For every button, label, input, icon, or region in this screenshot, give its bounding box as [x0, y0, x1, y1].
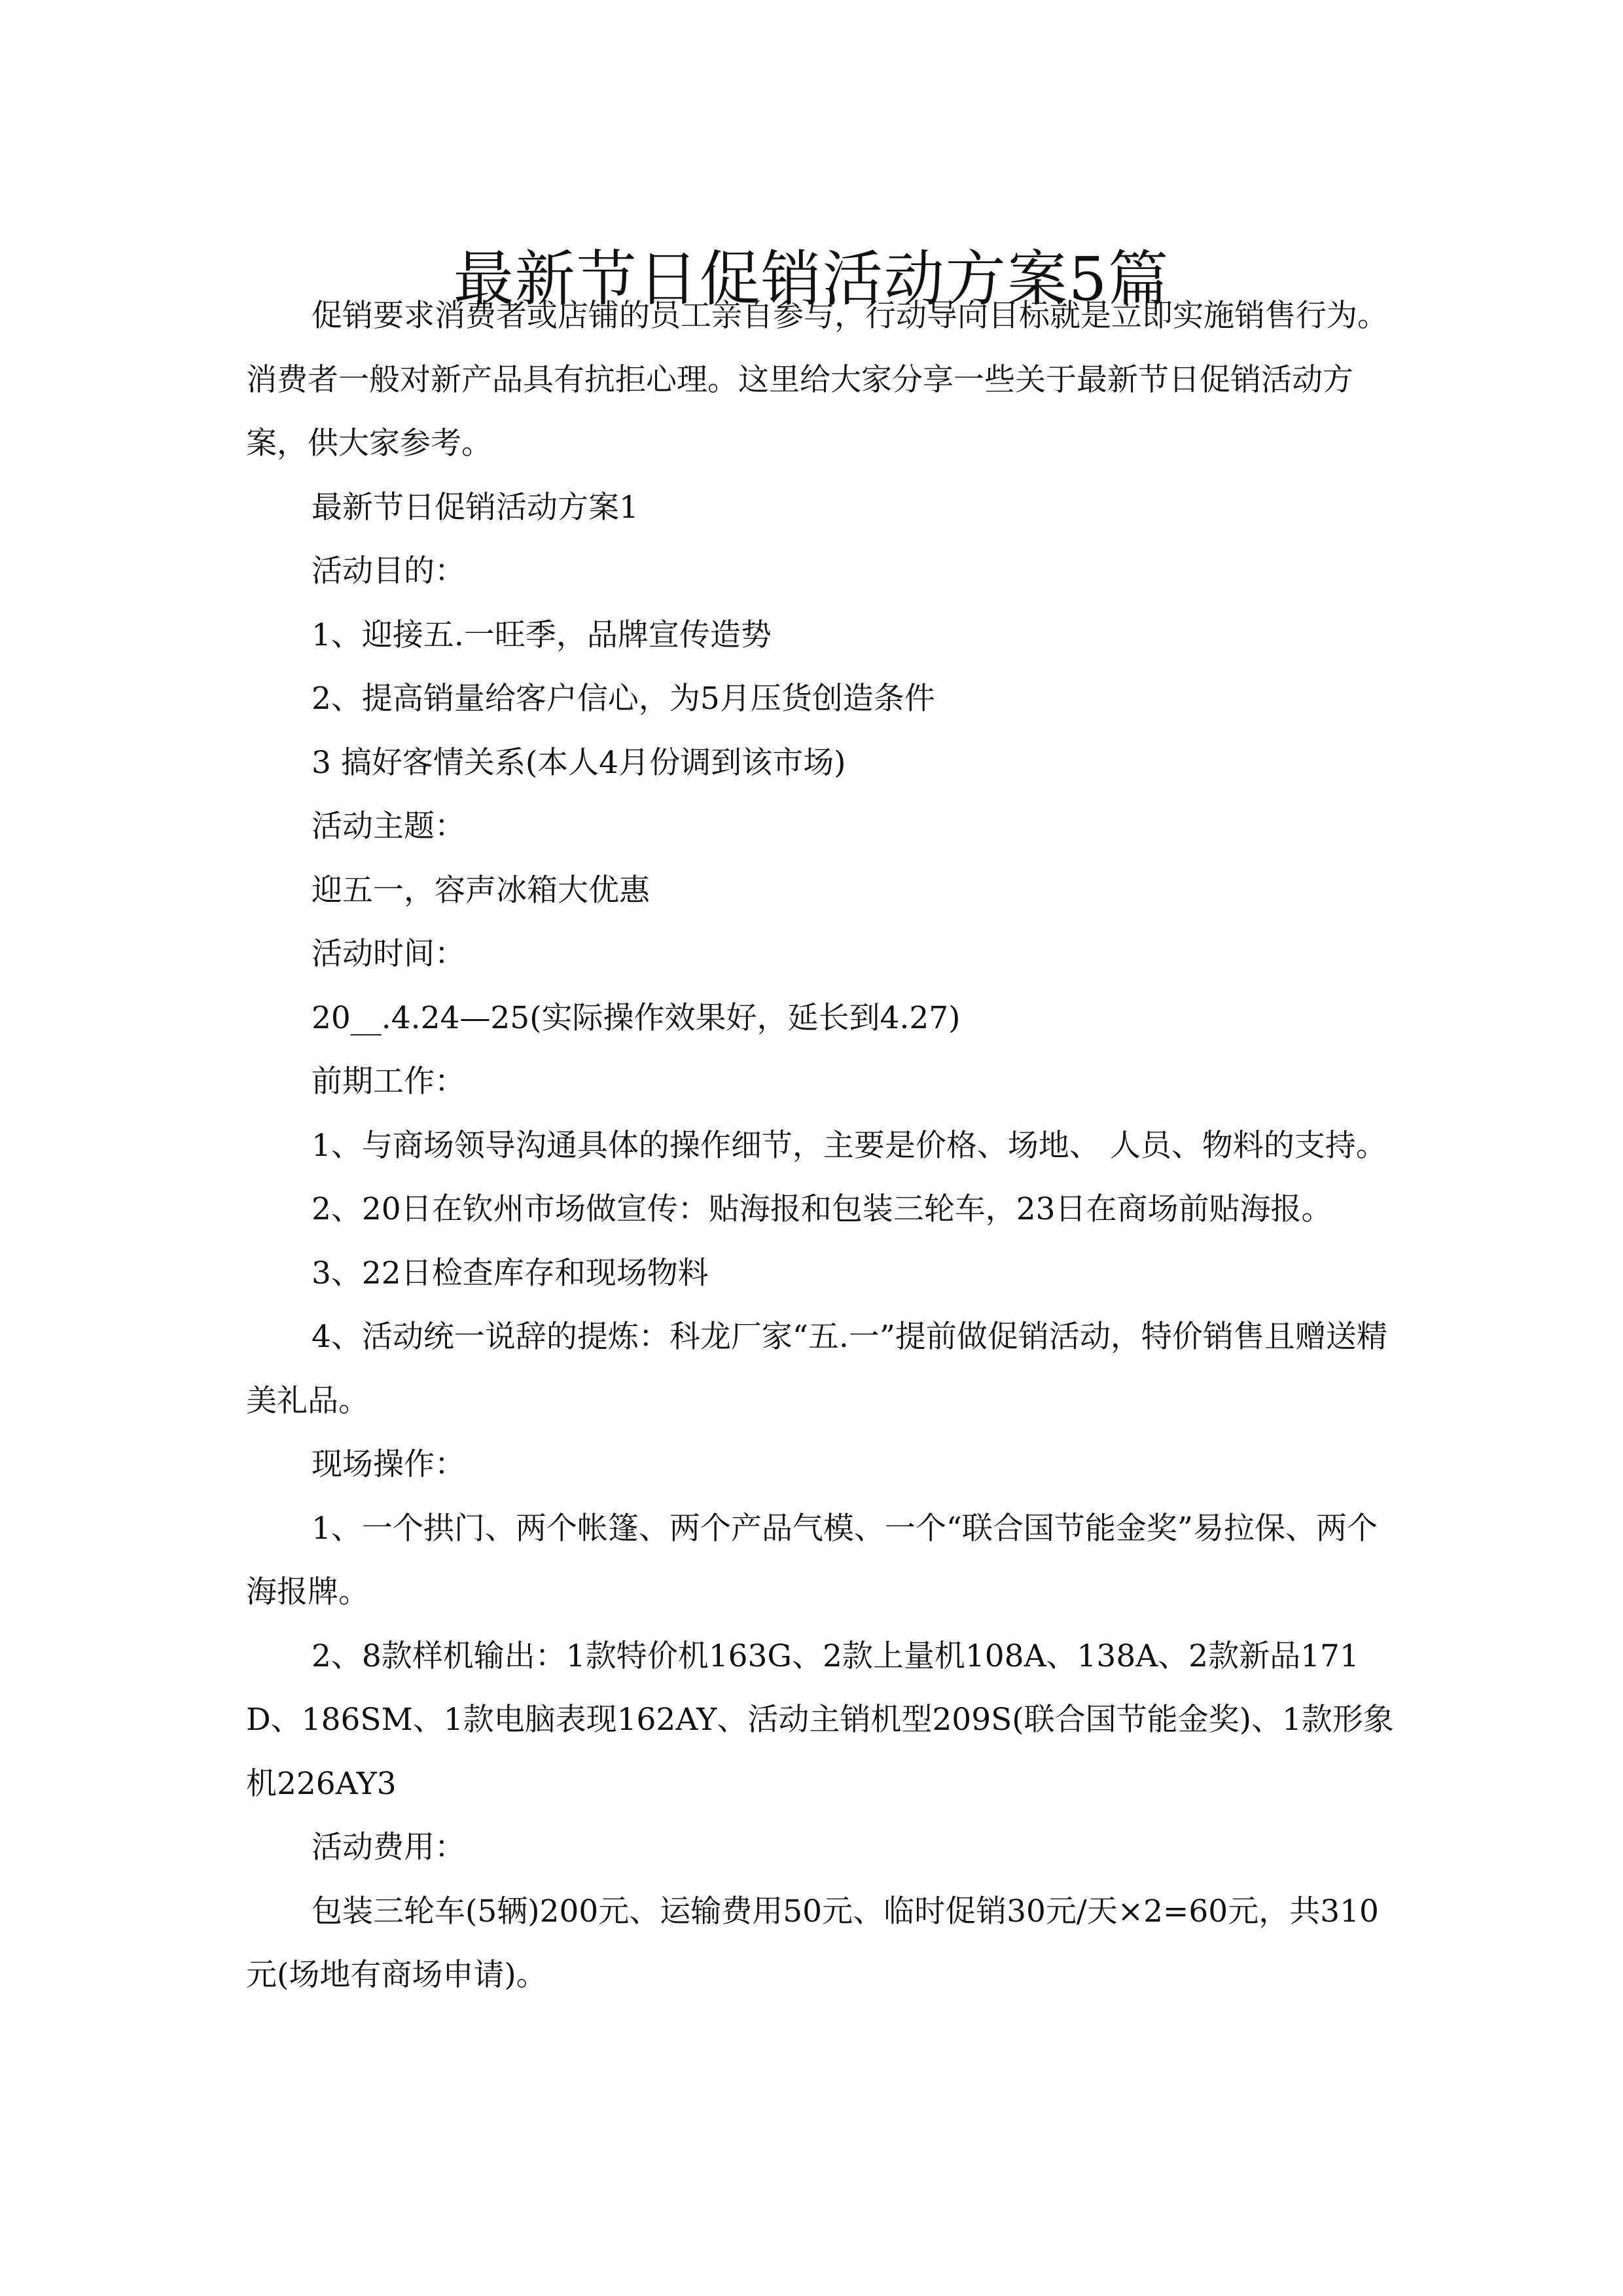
subheading-theme: 活动主题：: [312, 808, 465, 844]
subheading-preparation: 前期工作：: [312, 1064, 465, 1100]
subheading-time: 活动时间：: [312, 936, 465, 972]
section-heading: 最新节日促销活动方案1: [312, 489, 639, 526]
preparation-item: 2、20日在钦州市场做宣传：贴海报和包装三轮车，23日在商场前贴海报。: [312, 1191, 1332, 1227]
onsite-item: 2、8款样机输出：1款特价机163G、2款上量机108A、138A、2款新品171D、186SM、1款电脑表现162AY、活动主销机型209S(联合国节能金奖)、1款形象机226AY3: [246, 1638, 1394, 1802]
document-body: [246, 284, 1404, 2007]
theme-text: 迎五一，容声冰箱大优惠: [312, 872, 650, 908]
time-text: 20__.4.24—25(实际操作效果好，延长到4.27): [312, 999, 961, 1036]
onsite-item: 1、一个拱门、两个帐篷、两个产品气模、一个“联合国节能金奖”易拉保、两个海报牌。: [246, 1510, 1378, 1610]
preparation-item: 3、22日检查库存和现场物料: [312, 1255, 709, 1291]
purpose-item: 2、提高销量给客户信心，为5月压货创造条件: [312, 681, 935, 717]
preparation-item: 1、与商场领导沟通具体的操作细节，主要是价格、场地、 人员、物料的支持。: [312, 1127, 1387, 1164]
subheading-cost: 活动费用：: [312, 1829, 465, 1865]
cost-text: 包装三轮车(5辆)200元、运输费用50元、临时促销30元/天×2=60元，共310元(场地有商场申请)。: [246, 1893, 1379, 1993]
subheading-onsite: 现场操作：: [312, 1446, 465, 1482]
document-title: 最新节日促销活动方案5篇: [453, 243, 1170, 314]
purpose-item: 3 搞好客情关系(本人4月份调到该市场): [312, 744, 846, 781]
subheading-purpose: 活动目的：: [312, 553, 465, 589]
preparation-item: 4、活动统一说辞的提炼：科龙厂家“五.一”提前做促销活动，特价销售且赠送精美礼品。: [246, 1319, 1387, 1419]
intro-paragraph: 促销要求消费者或店铺的员工亲自参与，行动导向目标就是立即实施销售行为。消费者一般对新产品具有抗拒心理。这里给大家分享一些关于最新节日促销活动方案，供大家参考。: [246, 298, 1388, 461]
purpose-item: 1、迎接五.一旺季，品牌宣传造势: [312, 617, 772, 653]
